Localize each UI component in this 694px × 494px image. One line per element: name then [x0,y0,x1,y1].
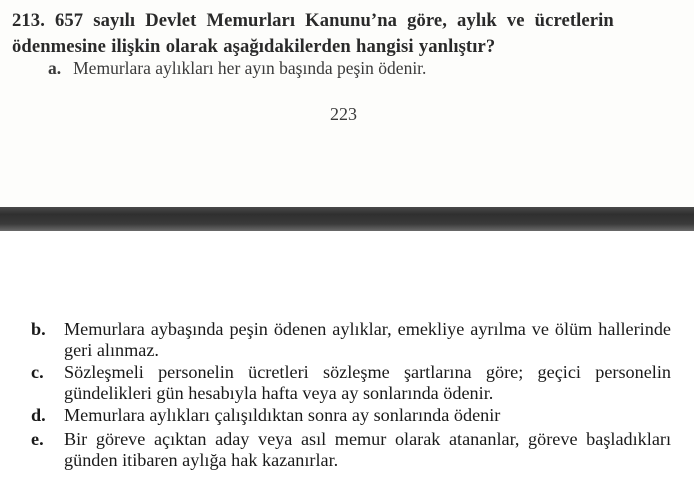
option-e-text: Bir göreve açıktan aday veya asıl memur olarak atananlar, göreve başladıkları günden itibaren aylığa hak kazanırlar. [64,429,671,470]
upper-page-scan [0,0,694,207]
option-e-letter: e. [31,429,44,449]
option-a-letter: a. [48,58,62,78]
option-a [48,58,426,79]
option-e [31,429,671,470]
option-b [31,319,671,360]
option-b-letter: b. [31,319,46,339]
option-c [31,362,671,403]
question-number: 213. [12,10,45,31]
question-line-1 [12,10,614,32]
question-text-line-1: 657 sayılı Devlet Memurları Kanunu’na göre, aylık ve ücretlerin [55,10,614,31]
option-b-text: Memurlara aybaşında peşin ödenen aylıklar, emekliye ayrılma ve ölüm hallerinde geri alınmaz. [64,319,671,360]
option-d [31,405,671,426]
page-number: 223 [330,104,357,124]
question-text-line-2: ödenmesine ilişkin olarak aşağıdakilerden hangisi yanlıştır? [12,36,496,57]
option-c-letter: c. [31,362,44,382]
option-c-text: Sözleşmeli personelin ücretleri sözleşme şartlarına göre; geçici personelin gündelikleri gün hesabıyla hafta veya ay sonlarında ödenir. [64,362,671,403]
option-d-text: Memurlara aylıkları çalışıldıktan sonra ay sonlarında ödenir [64,405,501,425]
option-d-letter: d. [31,405,46,425]
page-gap-divider [0,207,694,231]
option-a-text: Memurlara aylıkları her ayın başında peşin ödenir. [73,58,427,78]
